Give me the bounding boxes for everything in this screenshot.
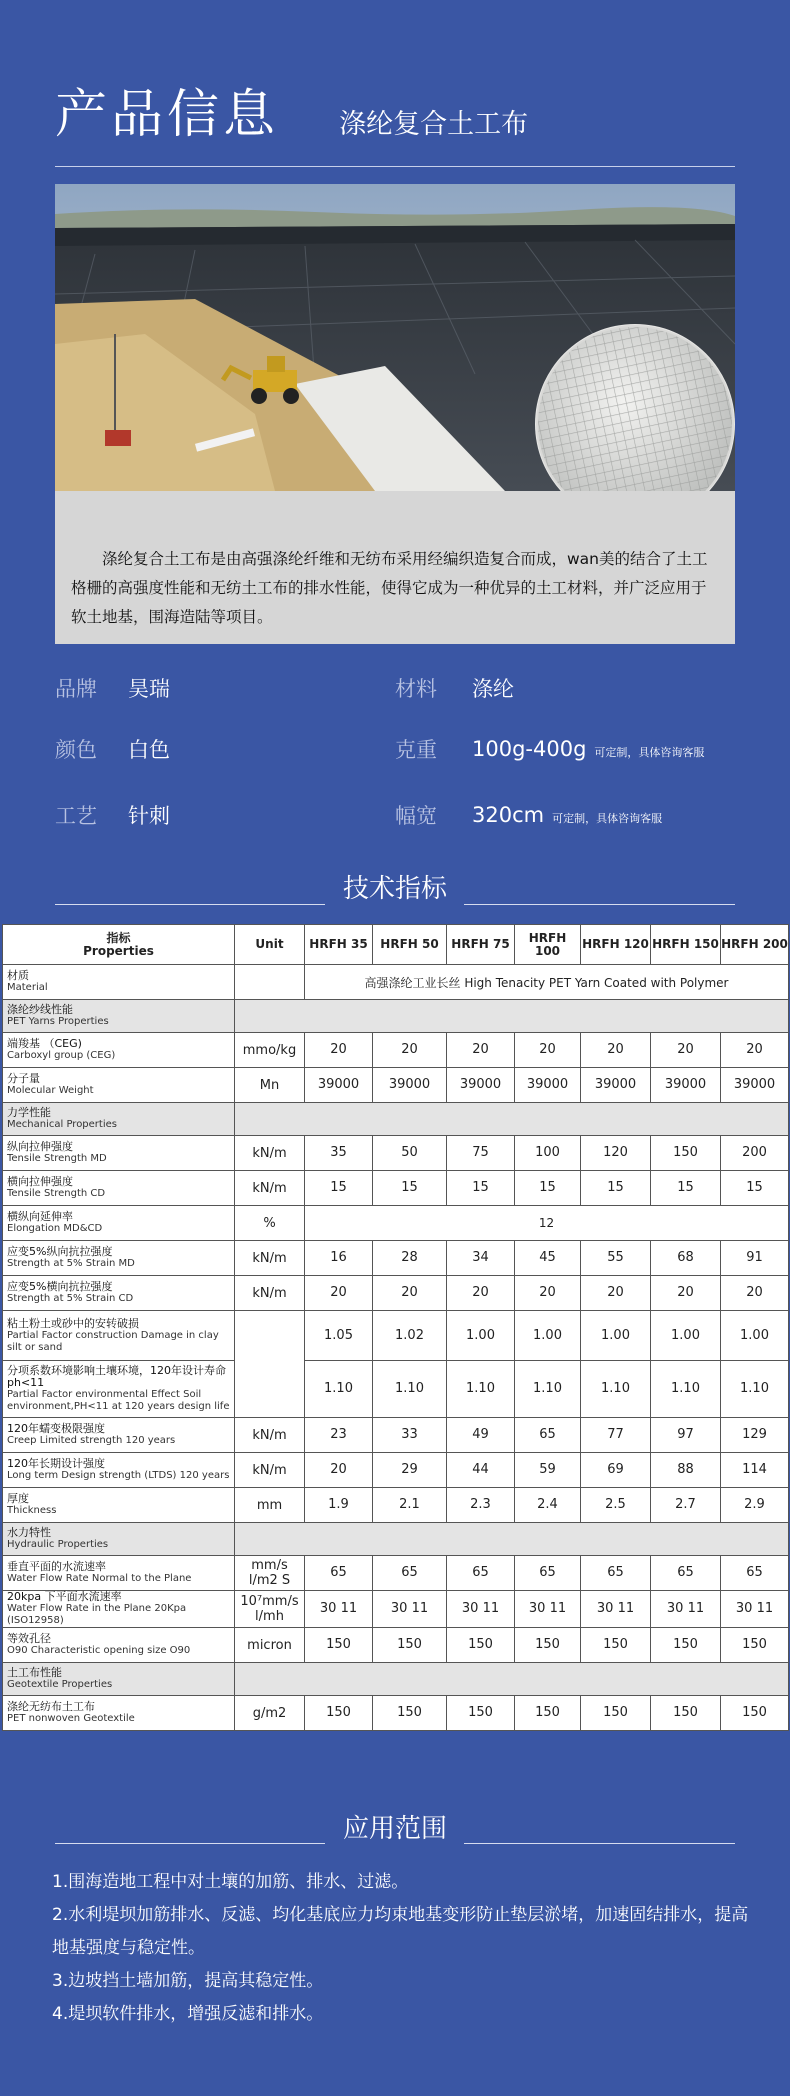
property-weight bbox=[395, 729, 704, 769]
property-name-cn: 土工布性能 bbox=[7, 1666, 62, 1679]
spec-property-name bbox=[3, 1523, 235, 1556]
spec-unit: kN/m bbox=[235, 1136, 305, 1171]
spec-value: 150 bbox=[373, 1696, 447, 1731]
spec-row bbox=[3, 1556, 789, 1591]
property-name-en: Carboxyl group (CEG) bbox=[7, 1050, 116, 1061]
spec-row bbox=[3, 1361, 789, 1418]
property-name-en: Hydraulic Properties bbox=[7, 1539, 109, 1550]
spec-header-row bbox=[3, 925, 789, 965]
spec-category-row bbox=[3, 1523, 789, 1556]
spec-value: 30 11 bbox=[721, 1591, 789, 1628]
property-label: 颜色 bbox=[55, 738, 97, 762]
property-name-en: O90 Characteristic opening size O90 bbox=[7, 1645, 191, 1656]
property-material bbox=[395, 668, 514, 708]
spec-value: 65 bbox=[721, 1556, 789, 1591]
property-name-en: Water Flow Rate Normal to the Plane bbox=[7, 1573, 192, 1584]
spec-row bbox=[3, 1628, 789, 1663]
spec-value: 150 bbox=[721, 1628, 789, 1663]
spec-value: 1.02 bbox=[373, 1311, 447, 1361]
spec-value: 15 bbox=[515, 1171, 581, 1206]
spec-value-span: 12 bbox=[305, 1206, 789, 1241]
spec-row bbox=[3, 1453, 789, 1488]
spec-row bbox=[3, 1136, 789, 1171]
spec-value: 150 bbox=[721, 1696, 789, 1731]
property-value: 针刺 bbox=[128, 804, 170, 828]
spec-value: 1.9 bbox=[305, 1488, 373, 1523]
spec-header-model: HRFH 50 bbox=[373, 925, 447, 965]
property-name-cn: 120年长期设计强度 bbox=[7, 1457, 105, 1470]
spec-property-name bbox=[3, 1591, 235, 1628]
spec-value: 1.10 bbox=[651, 1361, 721, 1418]
spec-value: 150 bbox=[581, 1628, 651, 1663]
spec-value: 20 bbox=[515, 1033, 581, 1068]
spec-property-name bbox=[3, 1136, 235, 1171]
spec-property-name bbox=[3, 1206, 235, 1241]
property-value: 320cm bbox=[472, 803, 545, 827]
property-name-cn: 横向拉伸强度 bbox=[7, 1175, 73, 1188]
property-name-cn: 涤纶无纺布土工布 bbox=[7, 1700, 95, 1713]
property-name-cn: 20kpa 下平面水流速率 bbox=[7, 1590, 122, 1603]
spec-title-line-right bbox=[464, 904, 735, 905]
spec-category-row bbox=[3, 1663, 789, 1696]
spec-header-model: HRFH 75 bbox=[447, 925, 515, 965]
spec-property-name bbox=[3, 1000, 235, 1033]
spec-value: 59 bbox=[515, 1453, 581, 1488]
spec-value: 88 bbox=[651, 1453, 721, 1488]
property-name-en: Elongation MD&CD bbox=[7, 1223, 103, 1234]
spec-category-fill bbox=[235, 1663, 789, 1696]
property-name-en: Creep Limited strength 120 years bbox=[7, 1435, 176, 1446]
application-item: 3.边坡挡土墙加筋，提高其稳定性。 bbox=[52, 1971, 324, 1991]
spec-row bbox=[3, 1206, 789, 1241]
property-name-en: Partial Factor environmental Effect Soil environment,PH<11 at 120 years design life bbox=[7, 1389, 230, 1412]
spec-category-fill bbox=[235, 1523, 789, 1556]
spec-row bbox=[3, 1591, 789, 1628]
spec-value: 65 bbox=[651, 1556, 721, 1591]
spec-value: 150 bbox=[515, 1696, 581, 1731]
spec-header-properties bbox=[3, 925, 235, 965]
spec-unit: kN/m bbox=[235, 1241, 305, 1276]
application-item: 1.围海造地工程中对土壤的加筋、排水、过滤。 bbox=[52, 1872, 409, 1892]
spec-value: 65 bbox=[515, 1556, 581, 1591]
spec-value: 30 11 bbox=[305, 1591, 373, 1628]
spec-unit: Mn bbox=[235, 1068, 305, 1103]
spec-value: 49 bbox=[447, 1418, 515, 1453]
spec-property-name bbox=[3, 1068, 235, 1103]
spec-value: 1.10 bbox=[515, 1361, 581, 1418]
spec-header-model: HRFH 100 bbox=[515, 925, 581, 965]
property-name-en: Tensile Strength CD bbox=[7, 1188, 106, 1199]
spec-value: 20 bbox=[515, 1276, 581, 1311]
spec-unit: g/m2 bbox=[235, 1696, 305, 1731]
spec-value: 29 bbox=[373, 1453, 447, 1488]
spec-value: 33 bbox=[373, 1418, 447, 1453]
property-label: 工艺 bbox=[55, 804, 97, 828]
application-item: 4.堤坝软件排水，增强反滤和排水。 bbox=[52, 2004, 324, 2024]
property-name-cn: 分项系数环境影响土壤环境，120年设计寿命 ph<11 bbox=[7, 1364, 226, 1389]
spec-value: 77 bbox=[581, 1418, 651, 1453]
spec-property-name bbox=[3, 1556, 235, 1591]
spec-value: 15 bbox=[373, 1171, 447, 1206]
spec-value: 150 bbox=[515, 1628, 581, 1663]
spec-property-name bbox=[3, 1628, 235, 1663]
spec-value: 39000 bbox=[515, 1068, 581, 1103]
spec-property-name bbox=[3, 1103, 235, 1136]
spec-value: 1.00 bbox=[721, 1311, 789, 1361]
spec-category-fill bbox=[235, 1103, 789, 1136]
spec-unit: mm bbox=[235, 1488, 305, 1523]
spec-value: 1.10 bbox=[305, 1361, 373, 1418]
spec-value: 2.7 bbox=[651, 1488, 721, 1523]
spec-unit: 10⁷mm/s l/mh bbox=[235, 1591, 305, 1628]
spec-value: 97 bbox=[651, 1418, 721, 1453]
spec-unit bbox=[235, 965, 305, 1000]
spec-value: 65 bbox=[305, 1556, 373, 1591]
spec-value: 1.10 bbox=[373, 1361, 447, 1418]
spec-value: 1.05 bbox=[305, 1311, 373, 1361]
spec-value: 23 bbox=[305, 1418, 373, 1453]
property-note: 可定制，具体咨询客服 bbox=[594, 746, 705, 759]
property-process bbox=[55, 795, 170, 835]
property-name-en: Strength at 5% Strain CD bbox=[7, 1293, 134, 1304]
spec-value: 20 bbox=[721, 1276, 789, 1311]
spec-value: 20 bbox=[447, 1033, 515, 1068]
hero-image bbox=[55, 184, 735, 491]
property-name-cn: 应变5%纵向抗拉强度 bbox=[7, 1245, 113, 1258]
property-name-cn: 厚度 bbox=[7, 1492, 29, 1505]
spec-category-fill bbox=[235, 1000, 789, 1033]
spec-value: 1.00 bbox=[447, 1311, 515, 1361]
spec-value: 30 11 bbox=[651, 1591, 721, 1628]
property-name-cn: 材质 bbox=[7, 969, 29, 982]
spec-value: 120 bbox=[581, 1136, 651, 1171]
spec-value: 2.5 bbox=[581, 1488, 651, 1523]
construction-site-illustration bbox=[55, 184, 735, 491]
spec-value: 2.3 bbox=[447, 1488, 515, 1523]
property-name-en: Mechanical Properties bbox=[7, 1119, 117, 1130]
spec-unit: kN/m bbox=[235, 1453, 305, 1488]
spec-header-unit: Unit bbox=[235, 925, 305, 965]
property-name-cn: 120年蠕变极限强度 bbox=[7, 1422, 105, 1435]
apps-title-line-right bbox=[464, 1843, 735, 1844]
property-name-cn: 应变5%横向抗拉强度 bbox=[7, 1280, 113, 1293]
spec-value: 2.9 bbox=[721, 1488, 789, 1523]
spec-value: 39000 bbox=[651, 1068, 721, 1103]
property-label: 材料 bbox=[395, 677, 437, 701]
spec-value: 15 bbox=[651, 1171, 721, 1206]
property-name-cn: 分子量 bbox=[7, 1072, 40, 1085]
applications-list bbox=[52, 1866, 752, 2031]
property-label: 克重 bbox=[395, 738, 437, 762]
spec-value: 20 bbox=[305, 1033, 373, 1068]
spec-value: 20 bbox=[581, 1033, 651, 1068]
spec-value: 15 bbox=[581, 1171, 651, 1206]
spec-property-name bbox=[3, 1361, 235, 1418]
spec-value: 15 bbox=[721, 1171, 789, 1206]
spec-value: 35 bbox=[305, 1136, 373, 1171]
spec-value: 30 11 bbox=[581, 1591, 651, 1628]
property-name-cn: 粘土粉土或砂中的安转破损 bbox=[7, 1316, 139, 1330]
property-name-en: Molecular Weight bbox=[7, 1085, 94, 1096]
spec-value: 1.00 bbox=[515, 1311, 581, 1361]
spec-value: 39000 bbox=[373, 1068, 447, 1103]
spec-value: 16 bbox=[305, 1241, 373, 1276]
spec-header-model: HRFH 200 bbox=[721, 925, 789, 965]
page-title: 产品信息 bbox=[55, 85, 280, 145]
spec-value: 150 bbox=[305, 1696, 373, 1731]
spec-property-name bbox=[3, 1171, 235, 1206]
spec-value: 100 bbox=[515, 1136, 581, 1171]
spec-value: 150 bbox=[651, 1696, 721, 1731]
spec-row bbox=[3, 1488, 789, 1523]
property-value: 100g-400g bbox=[472, 737, 587, 761]
property-name-en: Strength at 5% Strain MD bbox=[7, 1258, 135, 1269]
spec-property-name bbox=[3, 965, 235, 1000]
property-value: 白色 bbox=[128, 738, 170, 762]
spec-row bbox=[3, 1311, 789, 1361]
property-name-en: PET Yarns Properties bbox=[7, 1016, 109, 1027]
spec-header-model: HRFH 150 bbox=[651, 925, 721, 965]
property-name-en: Material bbox=[7, 982, 48, 993]
spec-value: 39000 bbox=[305, 1068, 373, 1103]
spec-value: 20 bbox=[373, 1276, 447, 1311]
property-name-cn: 纵向拉伸强度 bbox=[7, 1140, 73, 1153]
spec-value: 20 bbox=[305, 1453, 373, 1488]
page-header bbox=[55, 72, 735, 147]
spec-property-name bbox=[3, 1696, 235, 1731]
product-description: 涤纶复合土工布是由高强涤纶纤维和无纺布采用经编织造复合而成，wan美的结合了土工格栅的高强度性能和无纺土工布的排水性能，使得它成为一种优异的土工材料，并广泛应用于软土地基，围海造陆等项目。 bbox=[55, 491, 735, 644]
spec-property-name bbox=[3, 1418, 235, 1453]
spec-property-name bbox=[3, 1276, 235, 1311]
spec-value: 20 bbox=[721, 1033, 789, 1068]
spec-value: 65 bbox=[581, 1556, 651, 1591]
spec-value: 1.00 bbox=[651, 1311, 721, 1361]
spec-row bbox=[3, 1068, 789, 1103]
spec-value: 150 bbox=[373, 1628, 447, 1663]
property-name-cn: 水力特性 bbox=[7, 1526, 51, 1539]
spec-value: 20 bbox=[447, 1276, 515, 1311]
property-name-en: Partial Factor construction Damage in clay silt or sand bbox=[7, 1329, 219, 1353]
spec-value: 45 bbox=[515, 1241, 581, 1276]
spec-value: 20 bbox=[305, 1276, 373, 1311]
property-name-cn: 力学性能 bbox=[7, 1106, 51, 1119]
property-name-en: PET nonwoven Geotextile bbox=[7, 1713, 135, 1724]
property-name-cn: 垂直平面的水流速率 bbox=[7, 1560, 106, 1573]
header-en: Properties bbox=[83, 943, 154, 958]
spec-property-name bbox=[3, 1241, 235, 1276]
spec-value: 150 bbox=[447, 1696, 515, 1731]
spec-row bbox=[3, 1418, 789, 1453]
spec-value-span: 高强涤纶工业长丝 High Tenacity PET Yarn Coated with Polymer bbox=[305, 965, 789, 1000]
property-note: 可定制，具体咨询客服 bbox=[552, 812, 663, 825]
property-name-cn: 涤纶纱线性能 bbox=[7, 1003, 73, 1016]
spec-value: 150 bbox=[651, 1136, 721, 1171]
spec-value: 39000 bbox=[581, 1068, 651, 1103]
spec-value: 30 11 bbox=[447, 1591, 515, 1628]
spec-value: 2.4 bbox=[515, 1488, 581, 1523]
property-brand bbox=[55, 668, 170, 708]
spec-row bbox=[3, 1276, 789, 1311]
spec-unit: kN/m bbox=[235, 1276, 305, 1311]
apps-section-title: 应用范围 bbox=[342, 1814, 447, 1844]
spec-value: 200 bbox=[721, 1136, 789, 1171]
spec-value: 1.10 bbox=[581, 1361, 651, 1418]
spec-value: 1.00 bbox=[581, 1311, 651, 1361]
property-name-cn: 端羧基 （CEG) bbox=[7, 1037, 82, 1050]
property-name-en: Water Flow Rate in the Plane 20Kpa (ISO12958) bbox=[7, 1603, 187, 1626]
spec-category-row bbox=[3, 1000, 789, 1033]
spec-value: 150 bbox=[651, 1628, 721, 1663]
spec-unit: mm/s l/m2 S bbox=[235, 1556, 305, 1591]
spec-property-name bbox=[3, 1033, 235, 1068]
spec-value: 50 bbox=[373, 1136, 447, 1171]
spec-value: 2.1 bbox=[373, 1488, 447, 1523]
header-divider bbox=[55, 166, 735, 167]
application-item: 2.水利堤坝加筋排水、反滤、均化基底应力均束地基变形防止垫层淤堵，加速固结排水，提高地基强度与稳定性。 bbox=[52, 1905, 749, 1958]
property-name-en: Geotextile Properties bbox=[7, 1679, 113, 1690]
spec-section-title: 技术指标 bbox=[342, 874, 447, 904]
spec-value: 150 bbox=[447, 1628, 515, 1663]
spec-value: 65 bbox=[515, 1418, 581, 1453]
spec-value: 1.10 bbox=[721, 1361, 789, 1418]
spec-property-name bbox=[3, 1311, 235, 1361]
spec-value: 34 bbox=[447, 1241, 515, 1276]
spec-unit bbox=[235, 1311, 305, 1418]
spec-unit: kN/m bbox=[235, 1171, 305, 1206]
spec-value: 39000 bbox=[447, 1068, 515, 1103]
spec-header-model: HRFH 120 bbox=[581, 925, 651, 965]
property-name-cn: 等效孔径 bbox=[7, 1632, 51, 1645]
spec-row bbox=[3, 1696, 789, 1731]
spec-property-name bbox=[3, 1488, 235, 1523]
spec-value: 20 bbox=[581, 1276, 651, 1311]
spec-unit: kN/m bbox=[235, 1418, 305, 1453]
spec-value: 91 bbox=[721, 1241, 789, 1276]
spec-row bbox=[3, 1171, 789, 1206]
spec-row bbox=[3, 1033, 789, 1068]
spec-unit: micron bbox=[235, 1628, 305, 1663]
header-cn: 指标 bbox=[106, 930, 131, 945]
property-name-en: Tensile Strength MD bbox=[7, 1153, 107, 1164]
spec-value: 75 bbox=[447, 1136, 515, 1171]
spec-value: 30 11 bbox=[373, 1591, 447, 1628]
property-name-cn: 横纵向延伸率 bbox=[7, 1210, 73, 1223]
spec-value: 129 bbox=[721, 1418, 789, 1453]
property-label: 品牌 bbox=[55, 677, 97, 701]
spec-value: 28 bbox=[373, 1241, 447, 1276]
spec-value: 55 bbox=[581, 1241, 651, 1276]
spec-value: 150 bbox=[305, 1628, 373, 1663]
spec-row bbox=[3, 965, 789, 1000]
spec-value: 65 bbox=[373, 1556, 447, 1591]
spec-row bbox=[3, 1241, 789, 1276]
property-value: 涤纶 bbox=[472, 677, 514, 701]
property-name-en: Thickness bbox=[7, 1505, 57, 1516]
spec-table bbox=[2, 924, 789, 1731]
property-label: 幅宽 bbox=[395, 804, 437, 828]
spec-value: 20 bbox=[651, 1276, 721, 1311]
spec-header-model: HRFH 35 bbox=[305, 925, 373, 965]
property-width bbox=[395, 795, 662, 835]
spec-value: 20 bbox=[651, 1033, 721, 1068]
spec-value: 39000 bbox=[721, 1068, 789, 1103]
spec-value: 30 11 bbox=[515, 1591, 581, 1628]
spec-value: 15 bbox=[447, 1171, 515, 1206]
spec-value: 15 bbox=[305, 1171, 373, 1206]
spec-value: 114 bbox=[721, 1453, 789, 1488]
spec-value: 1.10 bbox=[447, 1361, 515, 1418]
spec-property-name bbox=[3, 1453, 235, 1488]
spec-value: 20 bbox=[373, 1033, 447, 1068]
property-name-en: Long term Design strength (LTDS) 120 years bbox=[7, 1470, 230, 1481]
product-name: 涤纶复合土工布 bbox=[339, 109, 529, 140]
spec-value: 65 bbox=[447, 1556, 515, 1591]
spec-value: 44 bbox=[447, 1453, 515, 1488]
spec-unit: % bbox=[235, 1206, 305, 1241]
spec-value: 68 bbox=[651, 1241, 721, 1276]
spec-category-row bbox=[3, 1103, 789, 1136]
property-value: 昊瑞 bbox=[128, 677, 170, 701]
spec-property-name bbox=[3, 1663, 235, 1696]
property-color bbox=[55, 729, 170, 769]
spec-value: 69 bbox=[581, 1453, 651, 1488]
spec-unit: mmo/kg bbox=[235, 1033, 305, 1068]
spec-value: 150 bbox=[581, 1696, 651, 1731]
